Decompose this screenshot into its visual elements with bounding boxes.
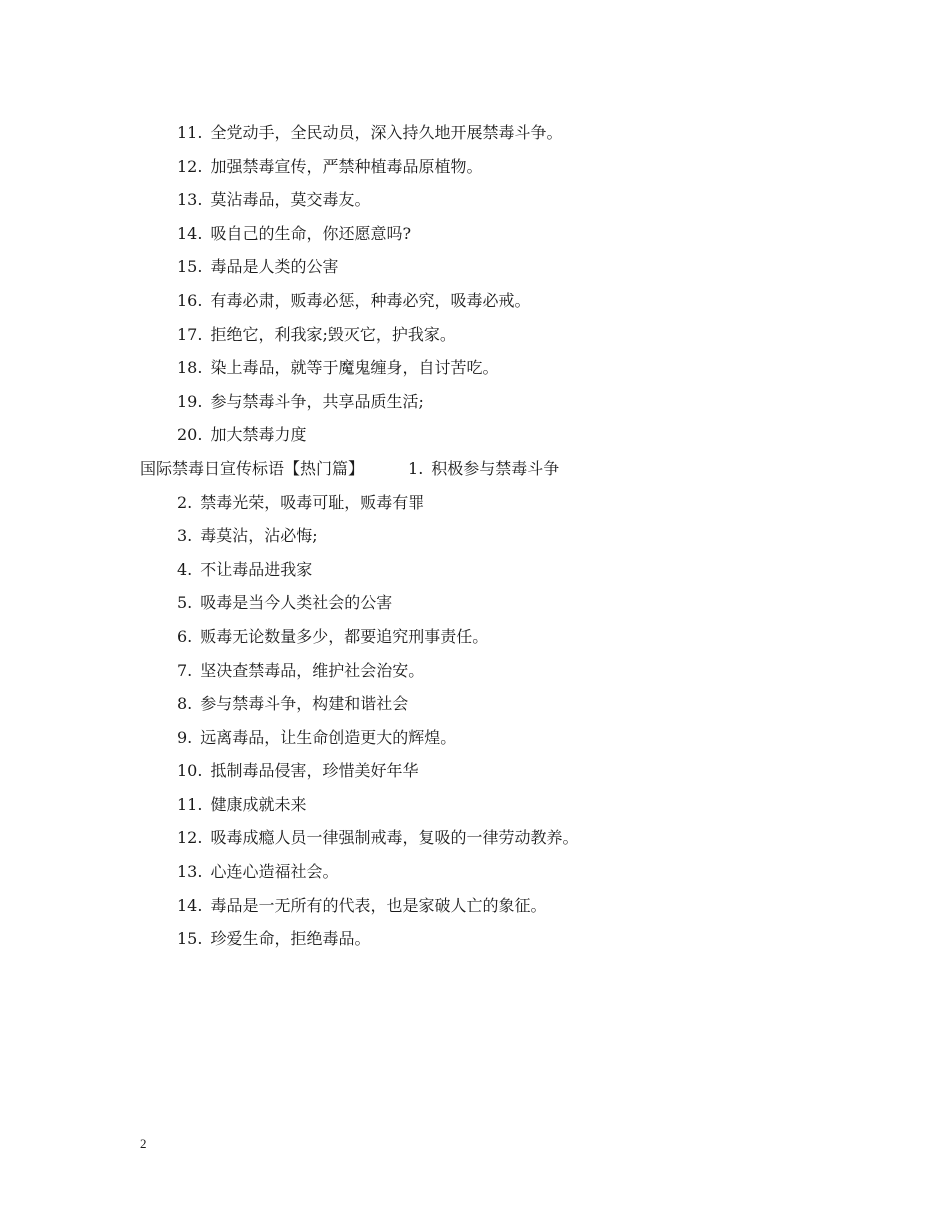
item-text: 抵制毒品侵害，珍惜美好年华 [210,761,419,781]
item-number: 19. [177,391,203,411]
item-number: 20. [177,425,203,445]
item-number: 16. [177,290,203,310]
list-item [0,385,950,419]
item-text: 吸毒是当今人类社会的公害 [200,593,393,613]
item-text: 不让毒品进我家 [200,559,313,579]
section-heading-line [0,452,950,486]
item-number: 10. [177,761,203,781]
item-number: 18. [177,358,203,378]
list-item [0,150,950,184]
item-number: 13. [177,190,203,210]
item-number: 4. [177,559,193,579]
item-number: 13. [177,862,203,882]
item-text: 参与禁毒斗争，共享品质生活; [210,391,424,411]
list-item [0,418,950,452]
item-number: 14. [177,895,203,915]
list-item [0,821,950,855]
item-number: 2. [177,492,193,512]
item-text: 毒品是人类的公害 [210,257,339,277]
list-item [0,889,950,923]
page-number: 2 [140,1136,147,1151]
list-item [0,183,950,217]
item-text: 拒绝它，利我家;毁灭它，护我家。 [210,324,456,344]
list-item [0,553,950,587]
list-item [0,922,950,956]
list-item [0,721,950,755]
item-text: 毒莫沾，沾必悔; [200,526,318,546]
item-text: 积极参与禁毒斗争 [431,458,560,478]
list-item [0,318,950,352]
list-item [0,855,950,889]
item-number: 6. [177,626,193,646]
item-text: 参与禁毒斗争，构建和谐社会 [200,694,409,714]
list-item [0,654,950,688]
item-number: 15. [177,929,203,949]
item-number: 12. [177,828,203,848]
item-text: 全党动手，全民动员，深入持久地开展禁毒斗争。 [210,123,563,142]
item-text: 吸自己的生命，你还愿意吗? [210,223,412,243]
item-text: 莫沾毒品，莫交毒友。 [210,190,371,210]
item-text: 染上毒品，就等于魔鬼缠身，自讨苦吃。 [210,358,499,378]
item-text: 坚决查禁毒品，维护社会治安。 [200,660,425,680]
slogan-list [0,116,950,956]
list-item [0,586,950,620]
item-number: 14. [177,223,203,243]
list-item [0,284,950,318]
item-number: 9. [177,727,193,747]
list-item [0,788,950,822]
item-text: 珍爱生命，拒绝毒品。 [210,929,371,949]
list-item [0,116,950,150]
item-text: 毒品是一无所有的代表，也是家破人亡的象征。 [210,895,547,915]
list-item [0,217,950,251]
item-number: 1. [408,458,424,478]
list-item [0,687,950,721]
item-text: 吸毒成瘾人员一律强制戒毒，复吸的一律劳动教养。 [210,828,579,848]
item-number: 5. [177,593,193,613]
item-text: 健康成就未来 [210,794,307,814]
item-text: 禁毒光荣，吸毒可耻，贩毒有罪 [200,492,425,512]
item-number: 3. [177,526,193,546]
item-number: 11. [177,794,203,814]
item-text: 有毒必肃，贩毒必惩，种毒必究，吸毒必戒。 [210,290,531,310]
item-number: 11. [177,123,203,142]
item-number: 7. [177,660,193,680]
item-text: 贩毒无论数量多少，都要追究刑事责任。 [200,626,489,646]
item-text: 心连心造福社会。 [210,862,339,882]
list-item [0,754,950,788]
item-text: 加大禁毒力度 [210,425,307,445]
list-item [0,620,950,654]
list-item [0,519,950,553]
item-number: 12. [177,156,203,176]
list-item [0,250,950,284]
list-item [408,459,559,478]
item-text: 加强禁毒宣传，严禁种植毒品原植物。 [210,156,483,176]
list-item [0,351,950,385]
item-text: 远离毒品，让生命创造更大的辉煌。 [200,727,457,747]
item-number: 8. [177,694,193,714]
list-item [0,486,950,520]
item-number: 15. [177,257,203,277]
section-heading: 国际禁毒日宣传标语【热门篇】 [140,458,365,478]
item-number: 17. [177,324,203,344]
